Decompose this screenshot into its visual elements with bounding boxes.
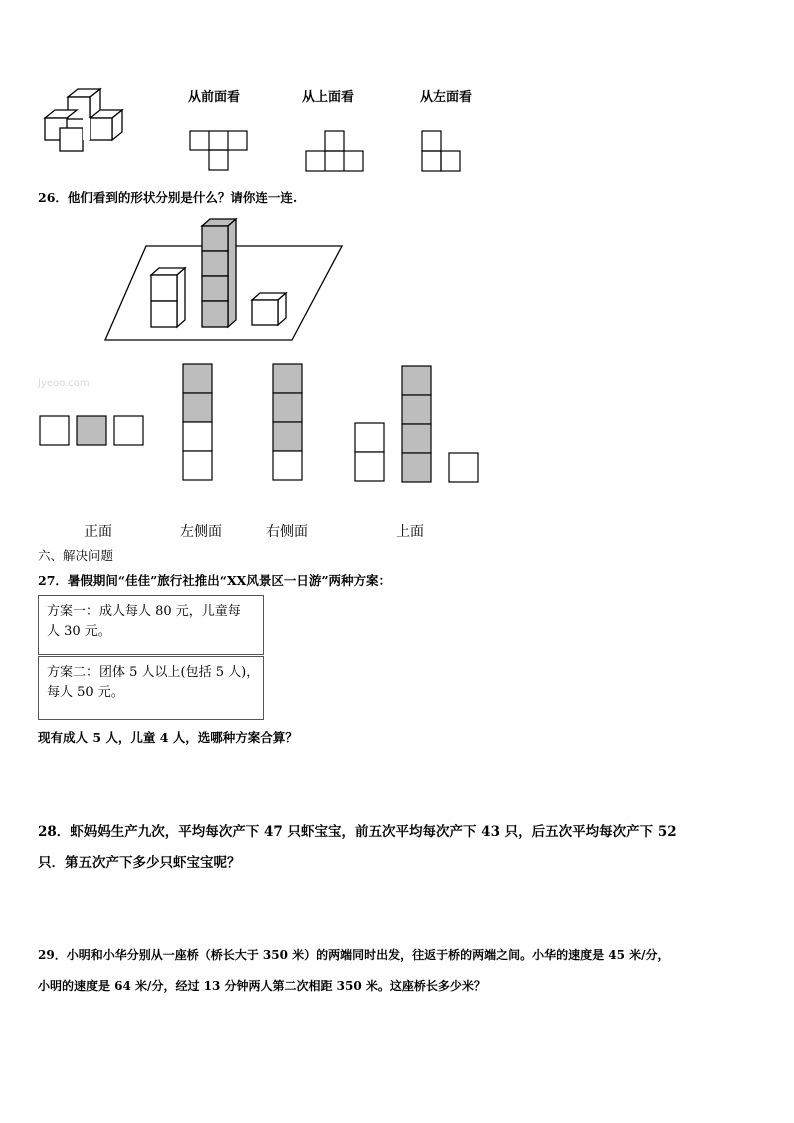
plan-2-line-2: 每人 50 元。 bbox=[47, 685, 124, 700]
single-cube bbox=[252, 293, 286, 325]
question-29-line-1: 29．小明和小华分别从一座桥（桥长大于 350 米）的两端同时出发，往返于桥的两端之间。小华的速度是 45 米/分， bbox=[38, 948, 670, 962]
question-27: 27．暑假期间“佳佳”旅行社推出“XX风景区一日游”两种方案： bbox=[38, 573, 392, 588]
caption-left-side: 左侧面 bbox=[180, 524, 222, 540]
option-top bbox=[355, 366, 478, 482]
label-top-view: 从上面看 bbox=[302, 90, 355, 105]
question-28-line-2: 只．第五次产下多少只虾宝宝呢？ bbox=[38, 855, 241, 871]
option-left-side bbox=[183, 364, 212, 480]
caption-front: 正面 bbox=[84, 524, 112, 540]
caption-right-side: 右侧面 bbox=[266, 524, 308, 540]
option-right-side bbox=[273, 364, 302, 480]
label-left-view: 从左面看 bbox=[420, 90, 473, 105]
q26-scene bbox=[105, 219, 342, 340]
question-27-ask: 现有成人 5 人，儿童 4 人，选哪种方案合算？ bbox=[38, 730, 298, 745]
top-view-shape bbox=[306, 131, 363, 171]
plan-1-line-1: 方案一：成人每人 80 元，儿童每 bbox=[47, 604, 241, 619]
plan-1-line-2: 人 30 元。 bbox=[47, 624, 111, 639]
plan-2-line-1: 方案二：团体 5 人以上(包括 5 人)， bbox=[47, 665, 260, 680]
cube-arrangement-3d bbox=[45, 89, 122, 151]
section-6-title: 六、解决问题 bbox=[38, 548, 114, 563]
caption-top: 上面 bbox=[396, 524, 424, 540]
label-front-view: 从前面看 bbox=[188, 90, 241, 105]
front-view-shape bbox=[190, 131, 247, 170]
stack-4-grey-cubes bbox=[202, 219, 236, 327]
question-29-line-2: 小明的速度是 64 米/分，经过 13 分钟两人第二次相距 350 米。这座桥长多少米？ bbox=[38, 979, 486, 993]
plan-2-box bbox=[38, 656, 264, 720]
left-view-shape bbox=[422, 131, 460, 171]
question-26: 26．他们看到的形状分别是什么？请你连一连. bbox=[38, 190, 298, 205]
watermark: Jyeoo.com bbox=[38, 378, 90, 389]
question-28-line-1: 28．虾妈妈生产九次，平均每次产下 47 只虾宝宝，前五次平均每次产下 43 只，后五次平均每次产下 52 bbox=[38, 824, 677, 840]
option-front bbox=[40, 416, 143, 445]
plan-1-box bbox=[38, 595, 264, 655]
stack-2-cubes bbox=[151, 268, 185, 327]
